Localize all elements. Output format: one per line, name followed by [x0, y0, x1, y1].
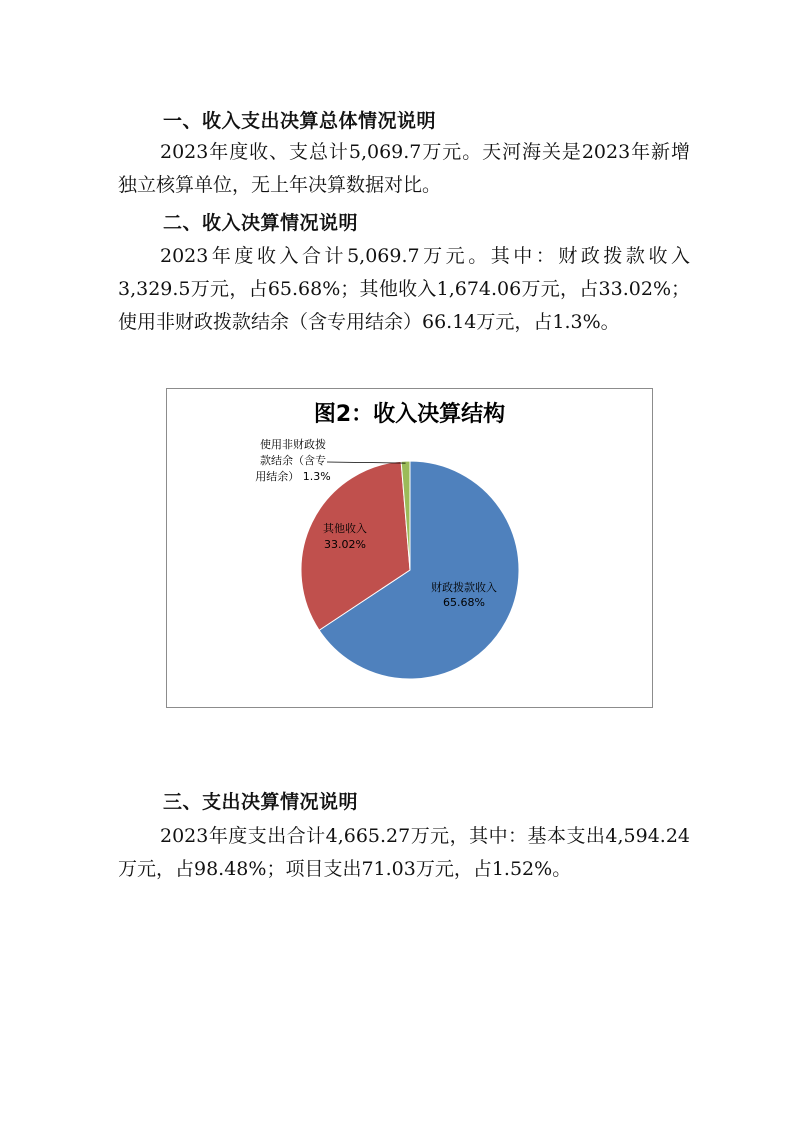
pie-label-other-value: 33.02% [324, 538, 366, 551]
section-3-paragraph: 2023年度支出合计4,665.27万元，其中：基本支出4,594.24万元，占98.48%；项目支出71.03万元，占1.52%。 [118, 825, 690, 880]
section-3-heading: 三、支出决算情况说明 [163, 791, 359, 813]
section-2-heading: 二、收入决算情况说明 [163, 212, 359, 234]
section-1-paragraph: 2023年度收、支总计5,069.7万元。天河海关是2023年新增独立核算单位，无上年决算数据对比。 [118, 141, 690, 196]
pie-chart-canvas [167, 389, 652, 707]
section-2-paragraph: 2023年度收入合计5,069.7万元。其中：财政拨款收入3,329.5万元，占65.68%；其他收入1,674.06万元，占33.02%；使用非财政拨款结余（含专用结余）66.14万元，占1.3%。 [118, 245, 690, 333]
pie-label-other-name: 其他收入 [323, 522, 367, 535]
pie-label-fiscal-name: 财政拨款收入 [431, 581, 497, 594]
pie-label-fiscal-value: 65.68% [443, 596, 485, 609]
pie-label-surplus-line-2: 款结余（含专 [260, 454, 326, 467]
pie-label-surplus-line-3: 用结余） 1.3% [255, 470, 331, 483]
chart-title: 图2：收入决算结构 [313, 402, 506, 427]
section-1-heading: 一、收入支出决算总体情况说明 [163, 110, 437, 132]
pie-label-surplus-line-1: 使用非财政拨 [260, 438, 326, 451]
income-structure-chart [166, 388, 653, 708]
